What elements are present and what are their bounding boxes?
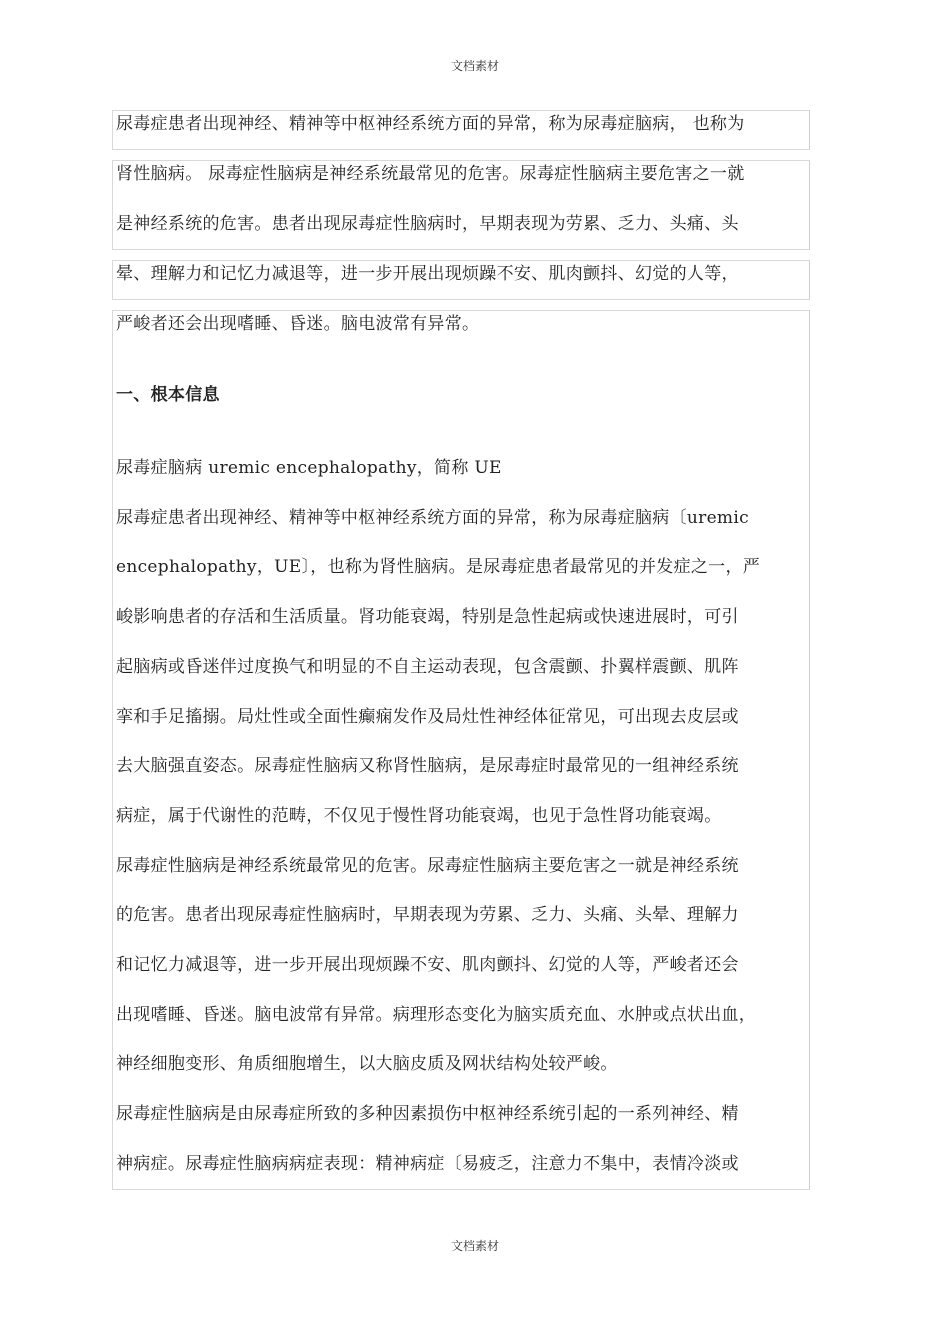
body-line: 尿毒症脑病 uremic encephalopathy，简称 UE: [116, 458, 502, 478]
body-line: 挛和手足搐搦。局灶性或全面性癫痫发作及局灶性神经体征常见，可出现去皮层或: [116, 707, 739, 727]
section-heading: 一、根本信息: [116, 385, 220, 405]
page-footer: 文档素材: [450, 1239, 499, 1253]
body-line: 神病症。尿毒症性脑病病症表现：精神病症〔易疲乏，注意力不集中，表情冷淡或: [116, 1154, 739, 1174]
intro-line: 是神经系统的危害。患者出现尿毒症性脑病时，早期表现为劳累、乏力、头痛、头: [116, 214, 739, 234]
body-line: 去大脑强直姿态。尿毒症性脑病又称肾性脑病，是尿毒症时最常见的一组神经系统: [116, 756, 739, 776]
page-header: 文档素材: [450, 59, 499, 73]
intro-line: 肾性脑病。 尿毒症性脑病是神经系统最常见的危害。尿毒症性脑病主要危害之一就: [116, 164, 745, 184]
body-line: 和记忆力减退等，进一步开展出现烦躁不安、肌肉颤抖、幻觉的人等，严峻者还会: [116, 955, 739, 975]
intro-line: 严峻者还会出现嗜睡、昏迷。脑电波常有异常。: [116, 314, 480, 334]
body-line: 病症，属于代谢性的范畴，不仅见于慢性肾功能衰竭，也见于急性肾功能衰竭。: [116, 806, 722, 826]
body-line: 出现嗜睡、昏迷。脑电波常有异常。病理形态变化为脑实质充血、水肿或点状出血，: [116, 1005, 757, 1025]
body-line: 神经细胞变形、角质细胞增生，以大脑皮质及网状结构处较严峻。: [116, 1054, 618, 1074]
body-line: encephalopathy，UE〕，也称为肾性脑病。是尿毒症患者最常见的并发症之一，严: [116, 557, 761, 577]
body-line: 起脑病或昏迷伴过度换气和明显的不自主运动表现，包含震颤、扑翼样震颤、肌阵: [116, 657, 739, 677]
body-line: 的危害。患者出现尿毒症性脑病时，早期表现为劳累、乏力、头痛、头晕、理解力: [116, 905, 739, 925]
body-line: 尿毒症性脑病是由尿毒症所致的多种因素损伤中枢神经系统引起的一系列神经、精: [116, 1104, 739, 1124]
intro-line: 尿毒症患者出现神经、精神等中枢神经系统方面的异常，称为尿毒症脑病， 也称为: [116, 114, 745, 134]
body-line: 峻影响患者的存活和生活质量。肾功能衰竭，特别是急性起病或快速进展时，可引: [116, 607, 739, 627]
intro-line: 晕、理解力和记忆力减退等，进一步开展出现烦躁不安、肌肉颤抖、幻觉的人等，: [116, 264, 739, 284]
body-line: 尿毒症性脑病是神经系统最常见的危害。尿毒症性脑病主要危害之一就是神经系统: [116, 856, 739, 876]
body-line: 尿毒症患者出现神经、精神等中枢神经系统方面的异常，称为尿毒症脑病〔uremic: [116, 508, 749, 528]
